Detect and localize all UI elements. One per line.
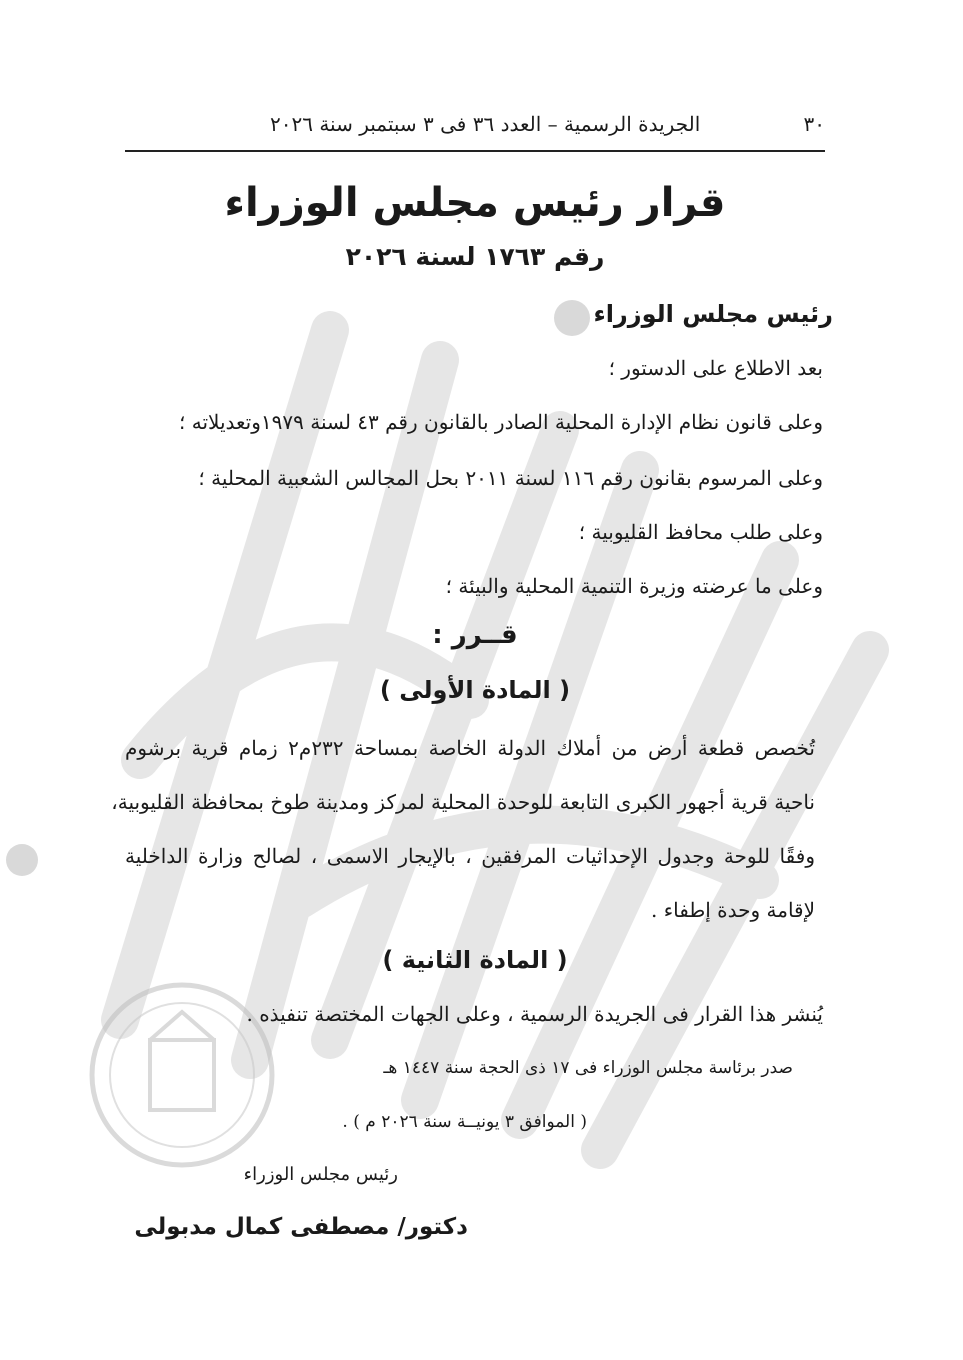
- page-header: [125, 112, 825, 152]
- seal-emblem: [92, 985, 272, 1165]
- preamble-line: وعلى ما عرضته وزيرة التنمية المحلية والبيئة ؛: [445, 574, 823, 598]
- article-1-line: وفقًا للوحة وجدول الإحداثيات المرفقين ، بالإيجار الاسمى ، لصالح وزارة الداخلية: [125, 844, 815, 868]
- article-2-text: يُنشر هذا القرار فى الجريدة الرسمية ، وعلى الجهات المختصة تنفيذه .: [246, 1002, 823, 1026]
- article-1-line: تُخصص قطعة أرض من أملاك الدولة الخاصة بمساحة ٢٣٢م٢ زمام قرية برشوم: [125, 736, 815, 760]
- decree-word: قــرر :: [432, 620, 518, 650]
- preamble-line: بعد الاطلاع على الدستور ؛: [608, 356, 823, 380]
- decree-number: رقم ١٧٦٣ لسنة ٢٠٢٦: [345, 242, 605, 271]
- running-head: الجريدة الرسمية – العدد ٣٦ فى ٣ سبتمبر سنة ٢٠٢٦: [270, 112, 701, 136]
- preamble-line: وعلى المرسوم بقانون رقم ١١٦ لسنة ٢٠١١ بحل المجالس الشعبية المحلية ؛: [198, 466, 823, 490]
- signer-name: دكتور/ مصطفى كمال مدبولى: [134, 1214, 468, 1240]
- issued-date-gregorian: ( الموافق ٣ يونيــة سنة ٢٠٢٦ م ) .: [342, 1112, 587, 1132]
- issuing-authority: رئيس مجلس الوزراء: [593, 300, 833, 328]
- issued-date-hijri: صدر برئاسة مجلس الوزراء فى ١٧ ذى الحجة سنة ١٤٤٧ هـ: [383, 1058, 793, 1078]
- page-number: ٣٠: [803, 112, 825, 136]
- article-1-line: لإقامة وحدة إطفاء .: [650, 898, 815, 922]
- article-1-heading: ( المادة الأولى ): [379, 676, 571, 704]
- preamble-line: وعلى قانون نظام الإدارة المحلية الصادر بالقانون رقم ٤٣ لسنة ١٩٧٩وتعديلاته ؛: [179, 410, 823, 434]
- preamble-line: وعلى طلب محافظ القليوبية ؛: [578, 520, 823, 544]
- decree-title: قرار رئيس مجلس الوزراء: [224, 180, 726, 226]
- article-2-heading: ( المادة الثانية ): [382, 946, 568, 974]
- header-divider: [125, 150, 825, 152]
- article-1-line: ناحية قرية أجهور الكبرى التابعة للوحدة المحلية لمركز ومدينة طوخ بمحافظة القليوبية،: [111, 790, 815, 814]
- signer-title: رئيس مجلس الوزراء: [243, 1164, 398, 1185]
